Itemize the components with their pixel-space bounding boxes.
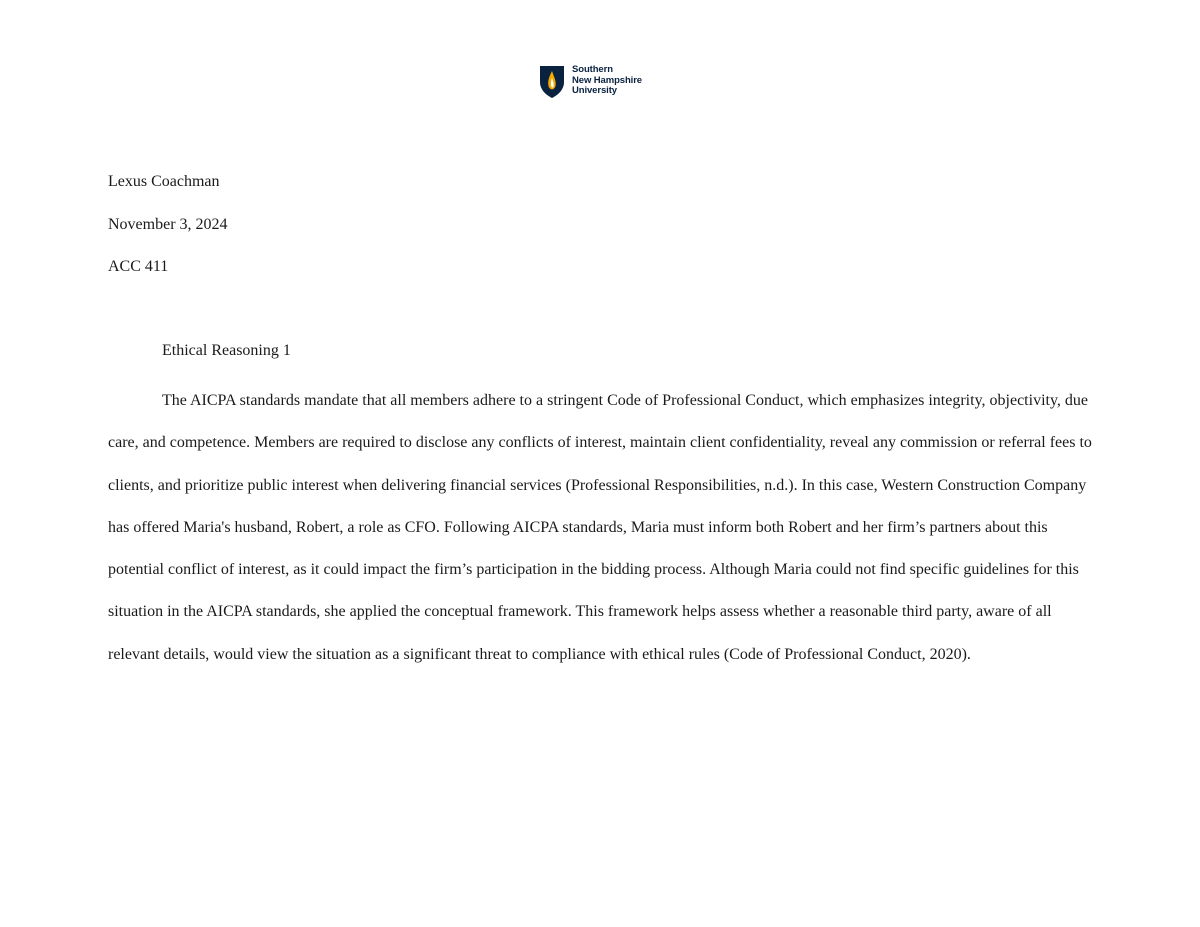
body-paragraph: The AICPA standards mandate that all members adhere to a stringent Code of Professional Conduct, which emphasizes integrity, objectivity, due care, and competence. Members are required to disclose any conflicts of interest, maintain client confidentiality, reveal any commission or referral fees to clients, and prioritize public interest when delivering financial services (Professional Responsibilities, n.d.). In this case, Western Construction Company has offered Maria's husband, Robert, a role as CFO. Following AICPA standards, Maria must inform both Robert and her firm’s partners about this potential conflict of interest, as it could impact the firm’s participation in the bidding process. Although Maria could not find specific guidelines for this situation in the AICPA standards, she applied the conceptual framework. This framework helps assess whether a reasonable third party, aware of all relevant details, would view the situation as a significant threat to compliance with ethical rules (Code of Professional Conduct, 2020).	[108, 392, 1092, 663]
course-code: ACC 411	[108, 258, 169, 275]
shield-flame-icon	[539, 65, 565, 99]
logo-wordmark	[572, 65, 642, 97]
document-date: November 3, 2024	[108, 216, 228, 233]
logo-line-3: University	[572, 85, 617, 96]
logo-line-1: Southern	[572, 64, 613, 75]
document-title: Ethical Reasoning 1	[162, 342, 291, 359]
university-logo	[539, 65, 642, 99]
author-name: Lexus Coachman	[108, 173, 220, 190]
logo-line-2: New Hampshire	[572, 74, 642, 86]
